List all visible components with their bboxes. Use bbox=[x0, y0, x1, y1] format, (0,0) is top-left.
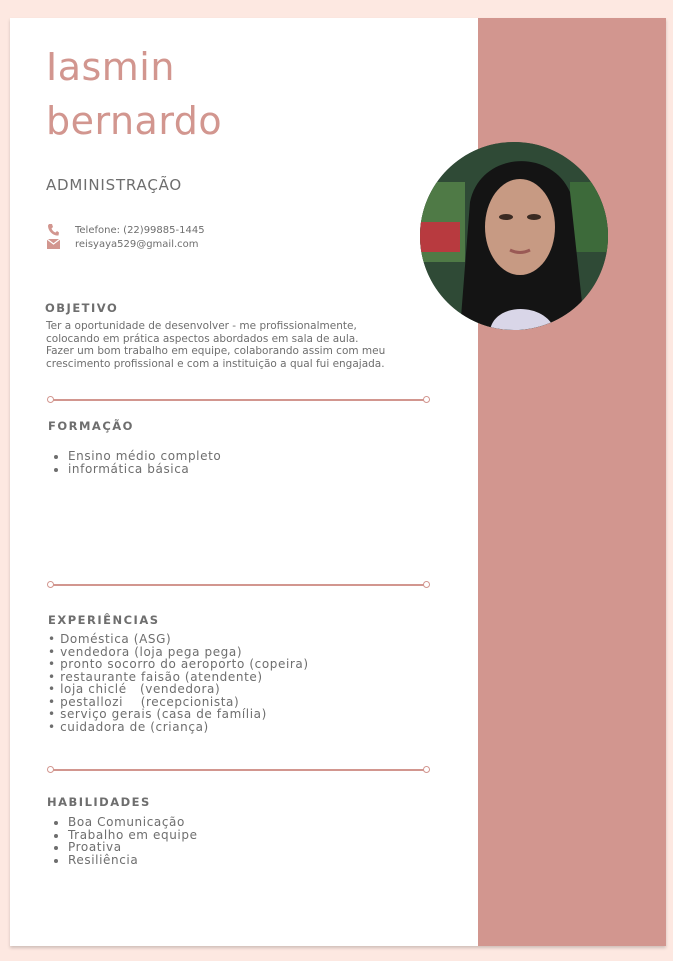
education-title: FORMAÇÃO bbox=[48, 419, 134, 433]
first-name: Iasmin bbox=[46, 45, 175, 89]
list-item: • informática básica bbox=[68, 463, 221, 476]
list-item: • Trabalho em equipe bbox=[68, 829, 198, 842]
objective-title: OBJETIVO bbox=[45, 301, 119, 315]
section-divider bbox=[47, 396, 430, 404]
list-item: • Doméstica (ASG) bbox=[48, 632, 172, 646]
last-name: bernardo bbox=[46, 99, 223, 143]
phone-icon bbox=[46, 223, 60, 237]
list-item: • loja chiclé (vendedora) bbox=[48, 682, 221, 696]
objective-text: Ter a oportunidade de desenvolver - me profissionalmente, colocando em prática aspectos abordados em sala de aula. Fazer um bom trabalho em equipe, colaborando assim com meu crescimento profissional e com a instituição a qual fui engajada. bbox=[46, 320, 386, 370]
skills-title: HABILIDADES bbox=[47, 795, 151, 809]
contact-email bbox=[46, 237, 199, 251]
profile-photo bbox=[420, 142, 608, 330]
experience-list bbox=[48, 633, 309, 733]
envelope-icon bbox=[46, 237, 60, 251]
job-role: ADMINISTRAÇÃO bbox=[46, 176, 182, 194]
list-item: • cuidadora de (criança) bbox=[48, 719, 209, 734]
phone-text: Telefone: (22)99885-1445 bbox=[75, 224, 205, 236]
list-item: • vendedora (loja pega pega) bbox=[48, 644, 243, 659]
list-item: • pronto socorro do aeroporto (copeira) bbox=[48, 657, 309, 671]
resume-page bbox=[10, 18, 666, 946]
candidate-name bbox=[46, 40, 222, 148]
list-item: • Resiliência bbox=[68, 854, 198, 867]
skills-list bbox=[50, 816, 198, 866]
education-list bbox=[50, 450, 221, 475]
list-item: • Proativa bbox=[68, 841, 198, 854]
list-item: • Ensino médio completo bbox=[68, 450, 221, 463]
contact-phone bbox=[46, 223, 205, 237]
list-item: • Boa Comunicação bbox=[68, 816, 198, 829]
section-divider bbox=[47, 581, 430, 589]
list-item: • restaurante faisão (atendente) bbox=[48, 669, 263, 684]
section-divider bbox=[47, 766, 430, 774]
email-text: reisyaya529@gmail.com bbox=[75, 238, 199, 250]
experience-title: EXPERIÊNCIAS bbox=[48, 613, 160, 627]
list-item: • serviço gerais (casa de família) bbox=[48, 707, 267, 721]
list-item: • pestallozi (recepcionista) bbox=[48, 694, 240, 709]
